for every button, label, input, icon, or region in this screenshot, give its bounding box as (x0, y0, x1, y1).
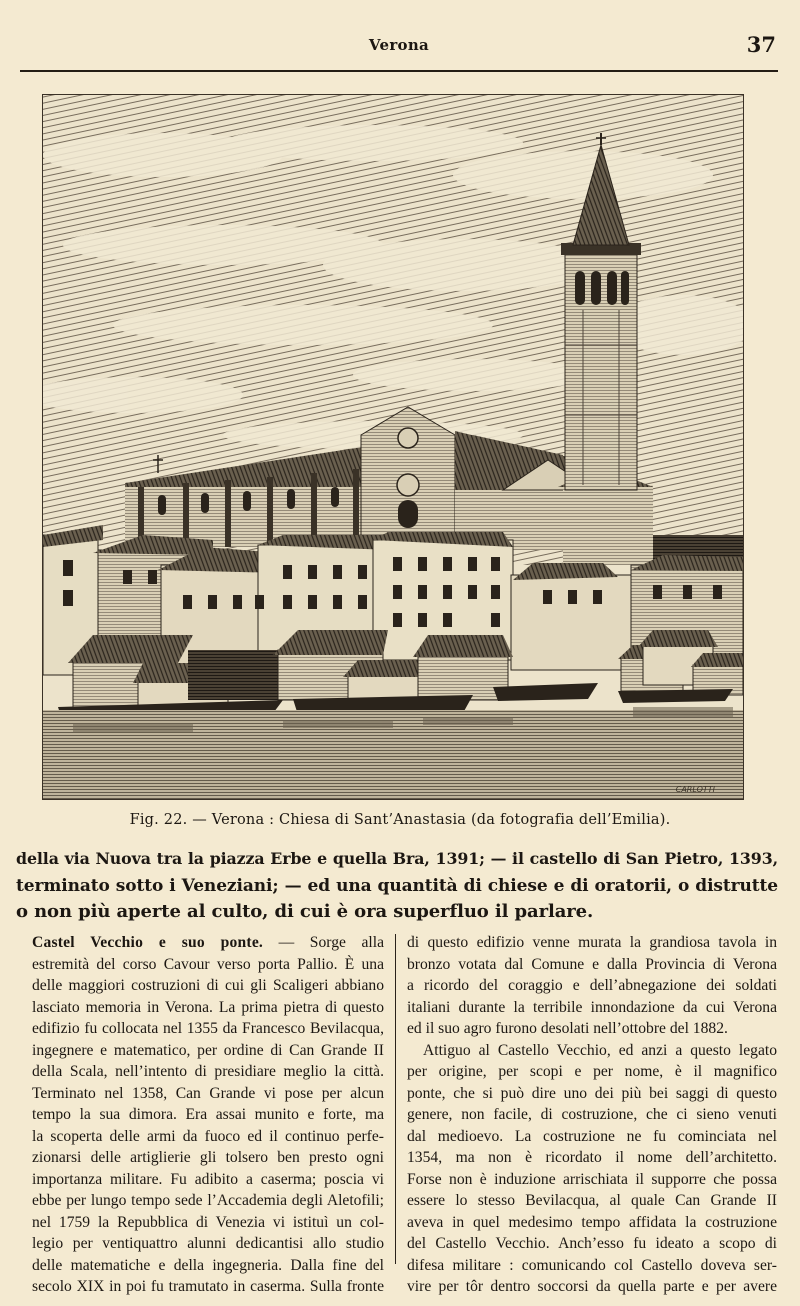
text-line: estremità del corso Cavour verso porta Pallio. È una (32, 955, 384, 973)
running-header (20, 30, 778, 72)
engraver-signature: CARLOTTI (675, 785, 715, 794)
lead-paragraph (16, 846, 778, 926)
text-line: tempo la sua dimora. Era assai munito e forte, ma (32, 1106, 384, 1123)
text-line: delle matematiche e della ingegneria. Dalla fine del (32, 1256, 384, 1274)
text-line: delle maggiori costruzioni di cui gli Scaligeri abbiano (32, 977, 384, 994)
text-line: nel 1759 la Repubblica di Venezia vi istituì un col- (32, 1213, 384, 1231)
text-line: per origine, per scopi e per nome, è il magnifico (407, 1063, 777, 1080)
text-line: ponte, che si può dire uno dei più bei saggi di questo (407, 1084, 777, 1102)
text-line: difesa militare : comunicando col Castello doveva ser- (407, 1256, 777, 1274)
running-title: Verona (368, 36, 430, 54)
text-line: importanza militare. Fu adibito a caserma; poscia vi (32, 1170, 384, 1188)
text-line: italiani durante la terribile innondazione da cui Verona (407, 998, 777, 1016)
figure-caption: Fig. 22. — Verona : Chiesa di Sant’Anastasia (da fotografia dell’Emilia). (129, 812, 671, 828)
lead-line: della via Nuova tra la piazza Erbe e quella Bra, 1391; — il castello di San Pietro, 1393, (16, 849, 778, 868)
text-line: genere, non facile, di costruzione, che ci sieno venuti (407, 1106, 777, 1123)
text-line: dal medioevo. La costruzione ne fu cominciata nel (407, 1127, 777, 1145)
page-number: 37 (746, 32, 776, 57)
facade-oculus (398, 428, 418, 448)
text-line: Terminato nel 1358, Can Grande vi pose per alcun (32, 1084, 384, 1102)
text-line: del Castello Vecchio. Anch’esso fu ideato a scopo di (407, 1235, 777, 1252)
text-line: zionarsi delle artiglierie gli tolsero ben presto ogni (32, 1149, 384, 1166)
text-line: ebbe per lungo tempo sede l’Accademia degli Aletofili; (32, 1192, 384, 1209)
text-line: Attiguo al Castello Vecchio, ed anzi a questo legato (423, 1041, 777, 1059)
text-line: edifizio fu collocata nel 1355 da Francesco Bevilacqua, (32, 1020, 384, 1037)
rose-window (397, 474, 419, 496)
text-line: aveva in quel medesimo tempo affidata la costruzione (407, 1213, 777, 1231)
lead-line: o non più aperte al culto, di cui è ora superfluo il parlare. (16, 901, 594, 922)
engraving-figure (42, 94, 744, 800)
right-column (407, 932, 777, 1298)
text-line: bronzo votata dal Comune e dalla Provincia di Verona (407, 955, 777, 973)
text-line: la scoperta delle armi da fuoco ed il continuo perfe- (32, 1127, 384, 1145)
left-column (32, 932, 384, 1298)
section-heading-rest: — Sorge alla (263, 934, 384, 951)
text-line: ingegnere e matematico, per ordine di Can Grande II (32, 1041, 384, 1059)
lead-line: terminato sotto i Veneziani; — ed una quantità di chiese e di oratorii, o distrutte (16, 875, 778, 896)
text-line: a ricordo del coraggio e dell’abnegazione dei soldati (407, 977, 777, 994)
column-divider (395, 934, 396, 1264)
text-line: ed il suo agro furono desolati nell’ottobre del 1882. (407, 1020, 728, 1037)
text-line: secolo XIX in poi fu tramutato in caserma. Sulla fronte (32, 1278, 384, 1295)
text-line: vire per tôr dentro soccorsi da quella parte e per avere (407, 1278, 777, 1295)
text-line: della Scala, nell’intento di presidiare meglio la città. (32, 1063, 384, 1080)
text-line: legio per ventiquattro alunni dedicantisi allo studio (32, 1235, 384, 1252)
text-line: essere lo stesso Bevilacqua, al quale Can Grande II (407, 1192, 777, 1209)
text-line: lasciato memoria in Verona. La prima pietra di questo (32, 998, 384, 1016)
section-heading-line (32, 932, 384, 954)
text-line: Forse non è induzione arrischiata il supporre che possa (407, 1170, 777, 1188)
section-heading: Castel Vecchio e suo ponte. (32, 934, 264, 951)
text-line: di questo edifizio venne murata la grandiosa tavola in (407, 934, 777, 951)
text-line: 1354, ma non è ricordato il nome dell’architetto. (407, 1149, 777, 1166)
